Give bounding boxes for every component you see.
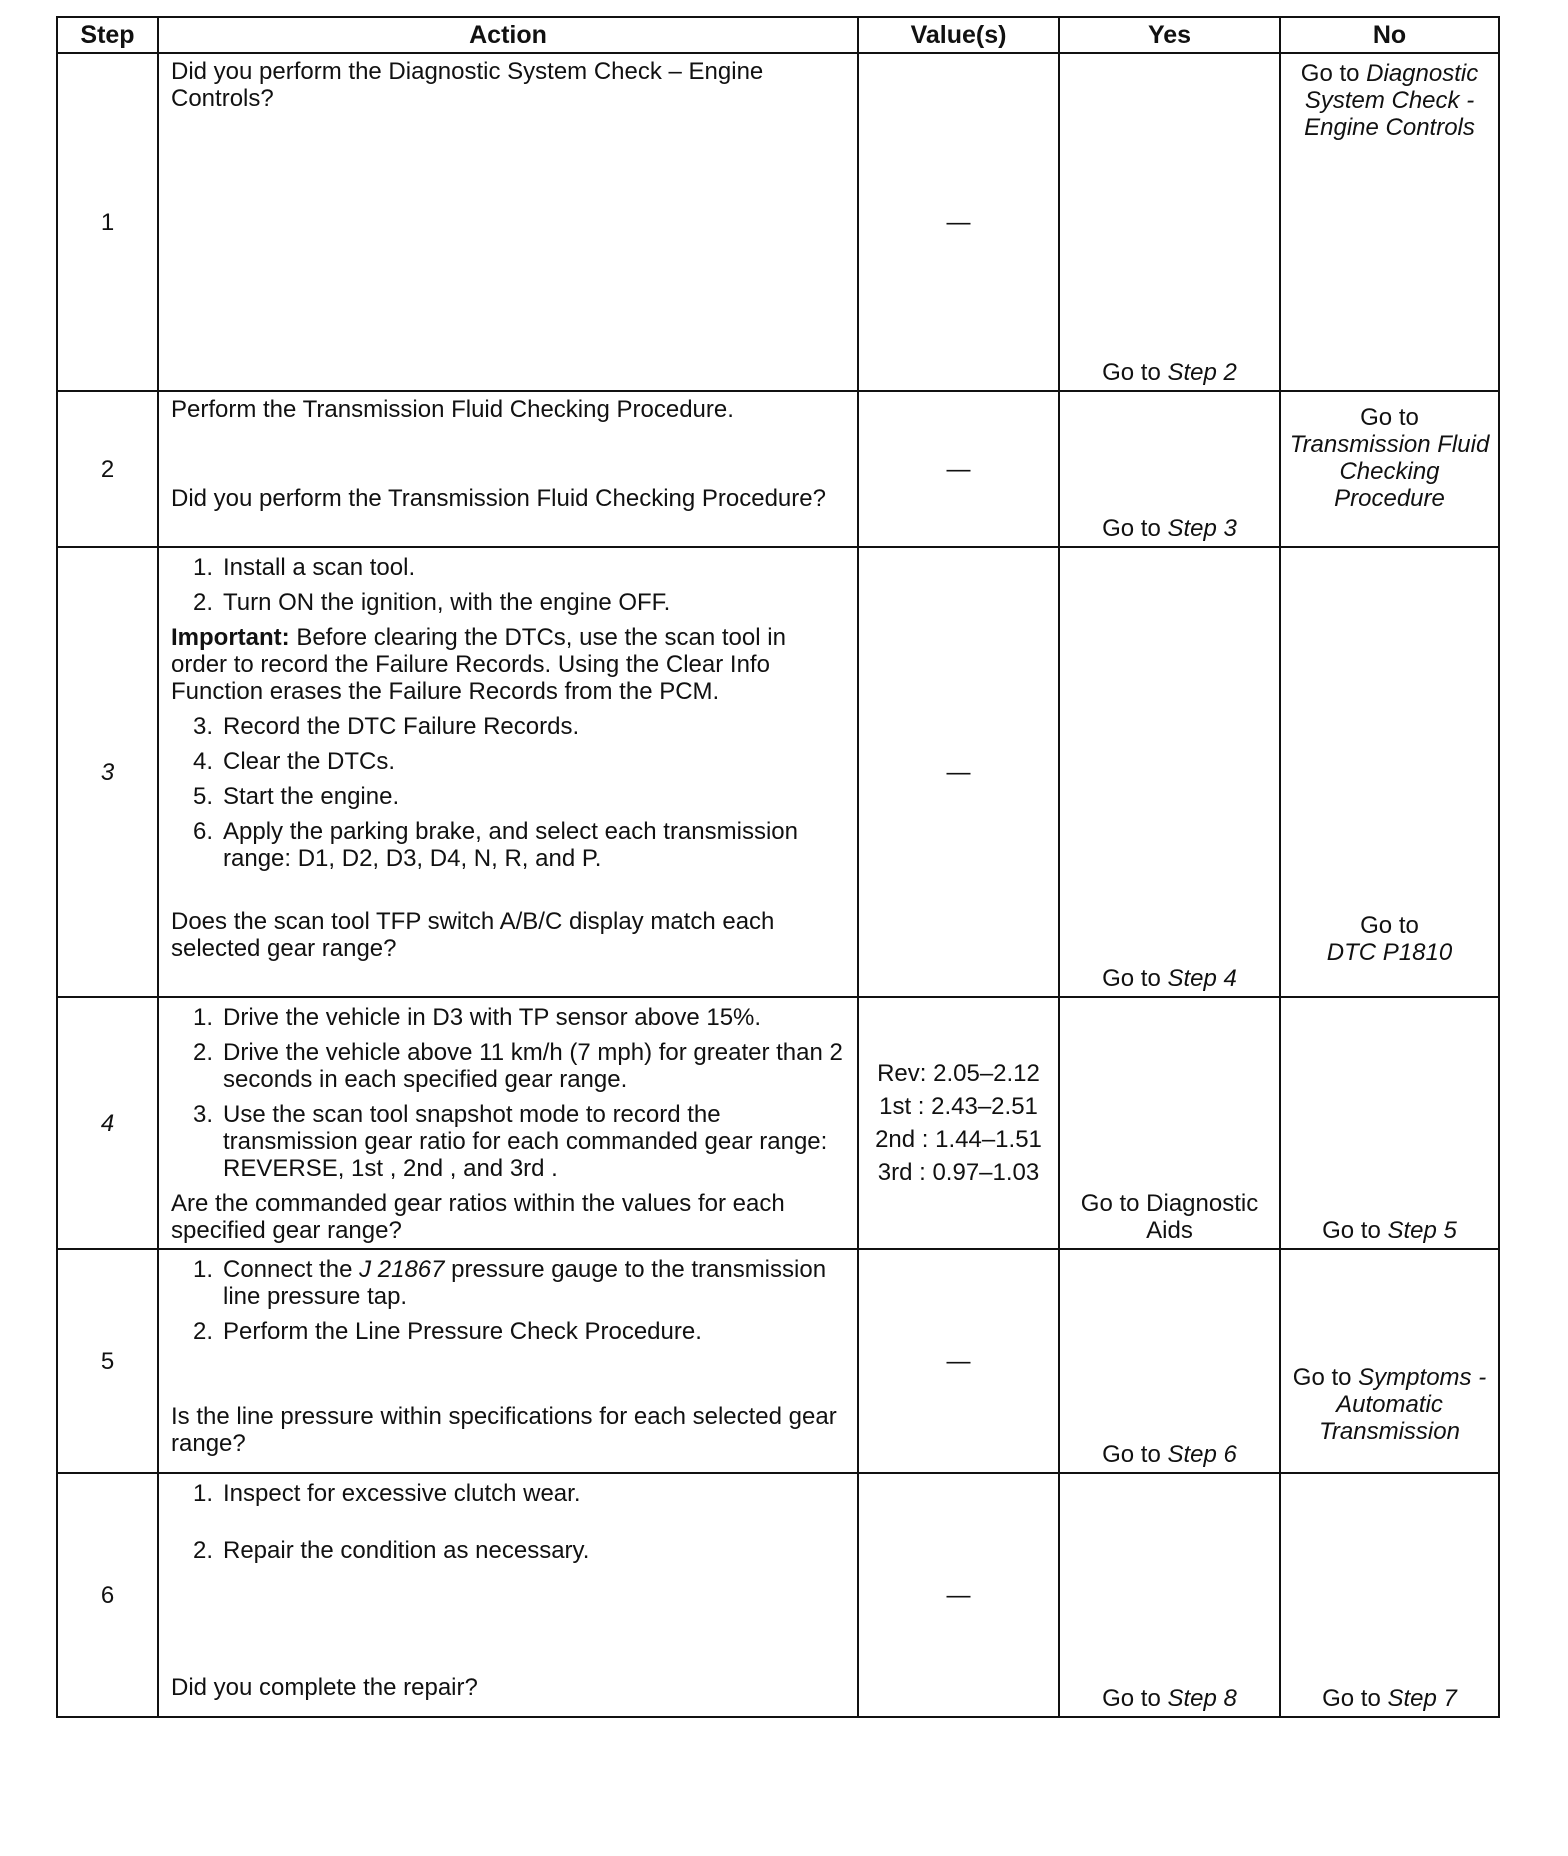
- yes-link[interactable]: Step 6: [1167, 1441, 1237, 1468]
- table-row-step-3: [57, 547, 1499, 997]
- no-prefix: Go to: [1360, 912, 1419, 939]
- header-step: Step: [57, 17, 158, 53]
- no-cell: [1280, 53, 1499, 391]
- yes-prefix: Go to: [1102, 515, 1168, 542]
- table-row-step-1: [57, 53, 1499, 391]
- step-number-text: 4: [100, 1109, 115, 1137]
- item-number: 5.: [192, 783, 213, 810]
- step-list: [171, 1004, 847, 1182]
- step-number: 5: [57, 1249, 158, 1473]
- value-cell: [858, 391, 1059, 547]
- action-cell: [158, 1249, 858, 1473]
- list-item: [171, 1256, 847, 1310]
- item-text: Drive the vehicle in D3 with TP sensor above 15%.: [223, 1004, 762, 1031]
- item-text: Perform the Line Pressure Check Procedure.: [223, 1318, 702, 1345]
- no-link[interactable]: Step 5: [1387, 1217, 1457, 1244]
- no-cell: [1280, 1473, 1499, 1717]
- item-number: 1.: [192, 1004, 213, 1031]
- important-label: Important:: [171, 624, 290, 651]
- item-text: Record the DTC Failure Records.: [223, 713, 580, 740]
- value-dash: —: [946, 1581, 971, 1609]
- no-link[interactable]: Transmission Fluid Checking Procedure: [1289, 431, 1490, 512]
- yes-cell: [1059, 547, 1280, 997]
- list-item: [171, 589, 847, 616]
- list-item: [171, 783, 847, 810]
- item-number: 3.: [192, 1101, 213, 1128]
- list-item: [171, 1318, 847, 1345]
- value-dash: —: [946, 455, 971, 483]
- no-cell: [1280, 391, 1499, 547]
- gear-ratio-1st: 1st : 2.43–2.51: [879, 1093, 1038, 1120]
- item-text-post: pressure gauge to the transmission line pressure tap.: [223, 1256, 827, 1310]
- yes-link[interactable]: Step 8: [1167, 1685, 1237, 1712]
- no-cell: [1280, 547, 1499, 997]
- step-number: [57, 547, 158, 997]
- item-text: Turn ON the ignition, with the engine OFF.: [223, 589, 671, 616]
- no-prefix: Go to: [1360, 404, 1419, 431]
- value-cell: [858, 1473, 1059, 1717]
- list-item: [171, 1480, 847, 1507]
- no-cell: [1280, 1249, 1499, 1473]
- question-text: Did you perform the Transmission Fluid Checking Procedure?: [171, 485, 826, 512]
- action-cell: [158, 997, 858, 1249]
- list-item: [171, 748, 847, 775]
- item-text: [223, 1256, 847, 1310]
- important-text: Before clearing the DTCs, use the scan tool in order to record the Failure Records. Using the Clear Info Function erases the Failure Records from the PCM.: [171, 624, 786, 705]
- no-link[interactable]: DTC P1810: [1326, 939, 1453, 966]
- value-cell: [858, 547, 1059, 997]
- list-item: [171, 1537, 847, 1564]
- no-prefix: Go to: [1322, 1685, 1388, 1712]
- value-dash: —: [946, 208, 971, 236]
- table-row-step-2: [57, 391, 1499, 547]
- step-number: [57, 997, 158, 1249]
- question-text: Did you complete the repair?: [171, 1674, 478, 1701]
- step-number-text: 3: [100, 758, 115, 786]
- no-prefix: Go to: [1300, 60, 1367, 87]
- question-text: Are the commanded gear ratios within the values for each specified gear range?: [171, 1190, 785, 1244]
- header-row: [57, 17, 1499, 53]
- table-row-step-6: [57, 1473, 1499, 1717]
- item-text: Start the engine.: [223, 783, 400, 810]
- list-item: [171, 554, 847, 581]
- item-number: 2.: [192, 1537, 213, 1564]
- question-text: Did you perform the Diagnostic System Check – Engine Controls?: [171, 58, 764, 112]
- value-cell: [858, 1249, 1059, 1473]
- yes-prefix: Go to: [1102, 1441, 1168, 1468]
- item-number: 3.: [192, 713, 213, 740]
- step-list: [171, 1256, 847, 1345]
- no-prefix: Go to: [1322, 1217, 1388, 1244]
- important-note: [171, 624, 847, 705]
- value-cell: [858, 997, 1059, 1249]
- item-number: 1.: [192, 1256, 213, 1283]
- step-list: [171, 713, 847, 872]
- item-number: 2.: [192, 1318, 213, 1345]
- value-dash: —: [946, 758, 971, 786]
- header-no: No: [1280, 17, 1499, 53]
- item-text: Install a scan tool.: [223, 554, 416, 581]
- step-list: [171, 1480, 847, 1564]
- yes-cell: [1059, 1473, 1280, 1717]
- diagnostic-procedure-table: [56, 16, 1500, 1718]
- yes-cell: [1059, 1249, 1280, 1473]
- item-text: Clear the DTCs.: [223, 748, 396, 775]
- list-item: [171, 1101, 847, 1182]
- yes-link[interactable]: Step 2: [1167, 359, 1237, 386]
- list-item: [171, 1039, 847, 1093]
- yes-cell: [1059, 997, 1280, 1249]
- yes-prefix: Go to: [1102, 359, 1168, 386]
- action-cell: [158, 1473, 858, 1717]
- item-number: 2.: [192, 589, 213, 616]
- step-list: [171, 554, 847, 616]
- yes-link[interactable]: Step 4: [1167, 965, 1237, 992]
- no-prefix: Go to: [1292, 1364, 1359, 1391]
- yes-cell: [1059, 391, 1280, 547]
- no-link[interactable]: Diagnostic System Check - Engine Controls: [1304, 60, 1479, 141]
- gear-ratio-2nd: 2nd : 1.44–1.51: [875, 1126, 1042, 1153]
- yes-prefix: Go to: [1102, 965, 1168, 992]
- intro-text: Perform the Transmission Fluid Checking Procedure.: [171, 396, 734, 423]
- item-text: Apply the parking brake, and select each transmission range: D1, D2, D3, D4, N, R, and P.: [223, 818, 798, 872]
- gear-ratio-reverse: Rev: 2.05–2.12: [877, 1060, 1040, 1087]
- step-number: 1: [57, 53, 158, 391]
- action-cell: [158, 547, 858, 997]
- item-number: 1.: [192, 1480, 213, 1507]
- yes-link[interactable]: Go to Diagnostic Aids: [1080, 1190, 1259, 1244]
- list-item: [171, 1004, 847, 1031]
- item-number: 6.: [192, 818, 213, 845]
- yes-prefix: Go to: [1102, 1685, 1168, 1712]
- value-cell: [858, 53, 1059, 391]
- item-number: 1.: [192, 554, 213, 581]
- item-text-pre: Connect the: [223, 1256, 360, 1283]
- yes-cell: [1059, 53, 1280, 391]
- item-number: 4.: [192, 748, 213, 775]
- item-text: Use the scan tool snapshot mode to record the transmission gear ratio for each commanded gear range: REVERSE, 1st , 2nd , and 3rd .: [223, 1101, 828, 1182]
- tool-reference: J 21867: [359, 1256, 445, 1283]
- header-action: Action: [158, 17, 858, 53]
- question-text: Does the scan tool TFP switch A/B/C display match each selected gear range?: [171, 908, 775, 962]
- item-text: Inspect for excessive clutch wear.: [223, 1480, 581, 1507]
- step-number: 6: [57, 1473, 158, 1717]
- list-item: [171, 818, 847, 872]
- item-text: Repair the condition as necessary.: [223, 1537, 590, 1564]
- no-cell: [1280, 997, 1499, 1249]
- table-row-step-5: [57, 1249, 1499, 1473]
- gear-ratio-3rd: 3rd : 0.97–1.03: [877, 1159, 1040, 1186]
- yes-link[interactable]: Step 3: [1167, 515, 1237, 542]
- step-number: 2: [57, 391, 158, 547]
- header-yes: Yes: [1059, 17, 1280, 53]
- no-link[interactable]: Symptoms - Automatic Transmission: [1319, 1364, 1487, 1445]
- item-text: Drive the vehicle above 11 km/h (7 mph) for greater than 2 seconds in each specified gear range.: [223, 1039, 843, 1093]
- value-dash: —: [946, 1347, 971, 1375]
- header-values: Value(s): [858, 17, 1059, 53]
- item-number: 2.: [192, 1039, 213, 1066]
- question-text: Is the line pressure within specifications for each selected gear range?: [171, 1403, 837, 1457]
- list-item: [171, 713, 847, 740]
- action-cell: [158, 391, 858, 547]
- table-row-step-4: [57, 997, 1499, 1249]
- action-cell: [158, 53, 858, 391]
- no-link[interactable]: Step 7: [1387, 1685, 1457, 1712]
